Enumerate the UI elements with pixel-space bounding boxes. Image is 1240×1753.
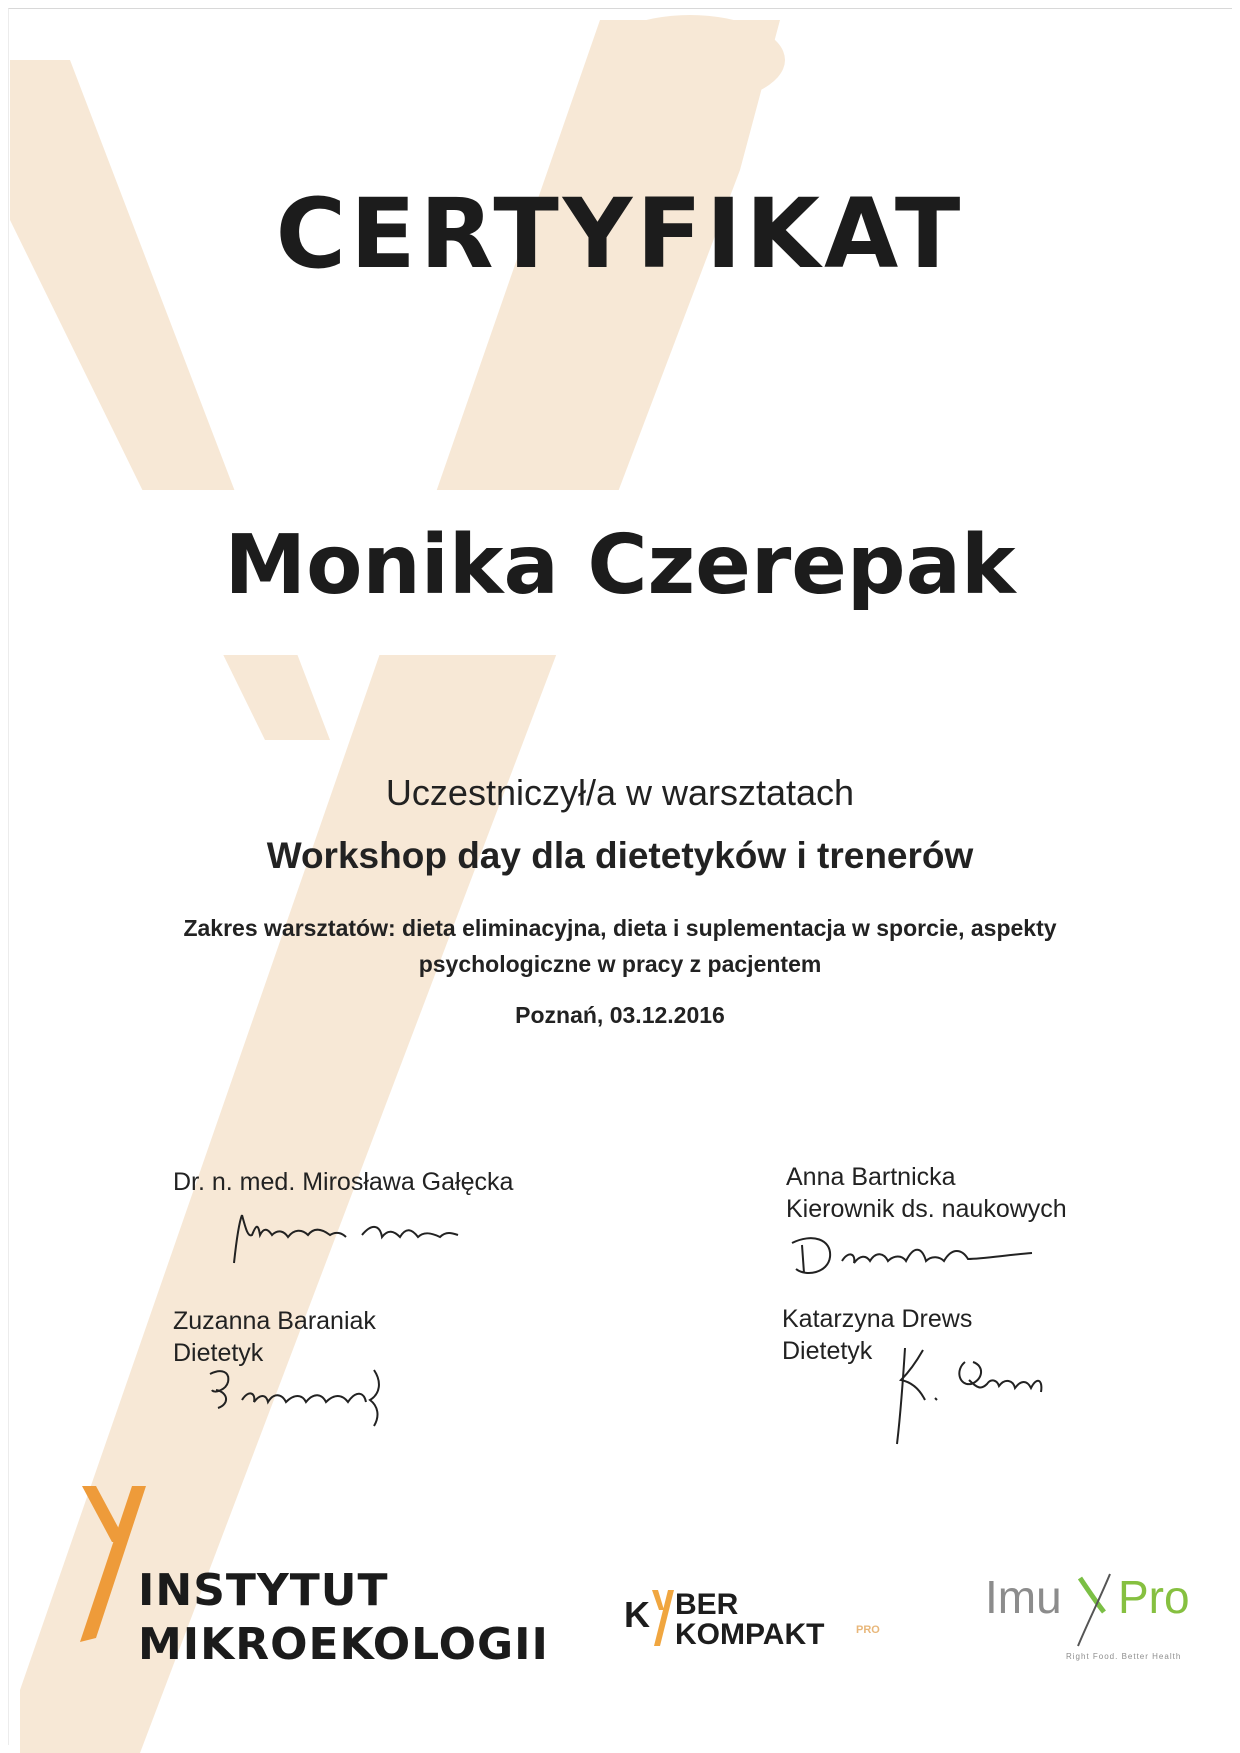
signature-drews: [875, 1340, 1055, 1450]
signatory-4-name: Katarzyna Drews: [782, 1305, 973, 1333]
signatory-2-role: Kierownik ds. naukowych: [786, 1195, 1067, 1223]
institute-line-2: MIKROEKOLOGII: [138, 1619, 549, 1670]
kyber-logo-top: BER: [675, 1588, 739, 1621]
watermark-tip: [595, 15, 785, 105]
signatory-3-name: Zuzanna Baraniak: [173, 1307, 376, 1335]
signature-bartnicka: [782, 1225, 1042, 1285]
kyber-logo-k: K: [624, 1594, 650, 1635]
signatory-4-role: Dietetyk: [782, 1337, 873, 1365]
kyber-logo-pro: PRO: [856, 1624, 880, 1636]
institute-logo-text: [138, 1564, 549, 1672]
signature-baraniak: [202, 1360, 402, 1430]
signature-galecka: [222, 1205, 462, 1275]
workshop-scope: Zakres warsztatów: dieta eliminacyjna, dieta i suplementacja w sporcie, aspekty psychologiczne w pracy z pacjentem: [183, 915, 1057, 977]
signatory-1-name: Dr. n. med. Mirosława Gałęcka: [173, 1168, 514, 1196]
signatory-3-role: Dietetyk: [173, 1339, 264, 1367]
kyber-logo-y-icon: [650, 1588, 676, 1648]
imupro-tagline: Right Food. Better Health: [1066, 1652, 1182, 1661]
participation-text: Uczestniczył/a w warsztatach: [385, 772, 855, 813]
workshop-title: Workshop day dla dietetyków i trenerów: [266, 835, 974, 876]
watermark-left-stroke: [10, 60, 330, 740]
institute-line-1: INSTYTUT: [138, 1565, 389, 1616]
signatory-2-name: Anna Bartnicka: [786, 1163, 956, 1191]
imupro-logo-right: Pro: [1118, 1571, 1190, 1623]
place-date: Poznań, 03.12.2016: [515, 1002, 725, 1028]
kyber-logo-bottom: KOMPAKT: [675, 1618, 825, 1651]
imupro-logo-x-icon: [1070, 1570, 1118, 1650]
imupro-logo-left: Imu: [985, 1571, 1062, 1623]
recipient-name: Monika Czerepak: [224, 518, 1016, 613]
certificate-title: CERTYFIKAT: [275, 178, 965, 290]
